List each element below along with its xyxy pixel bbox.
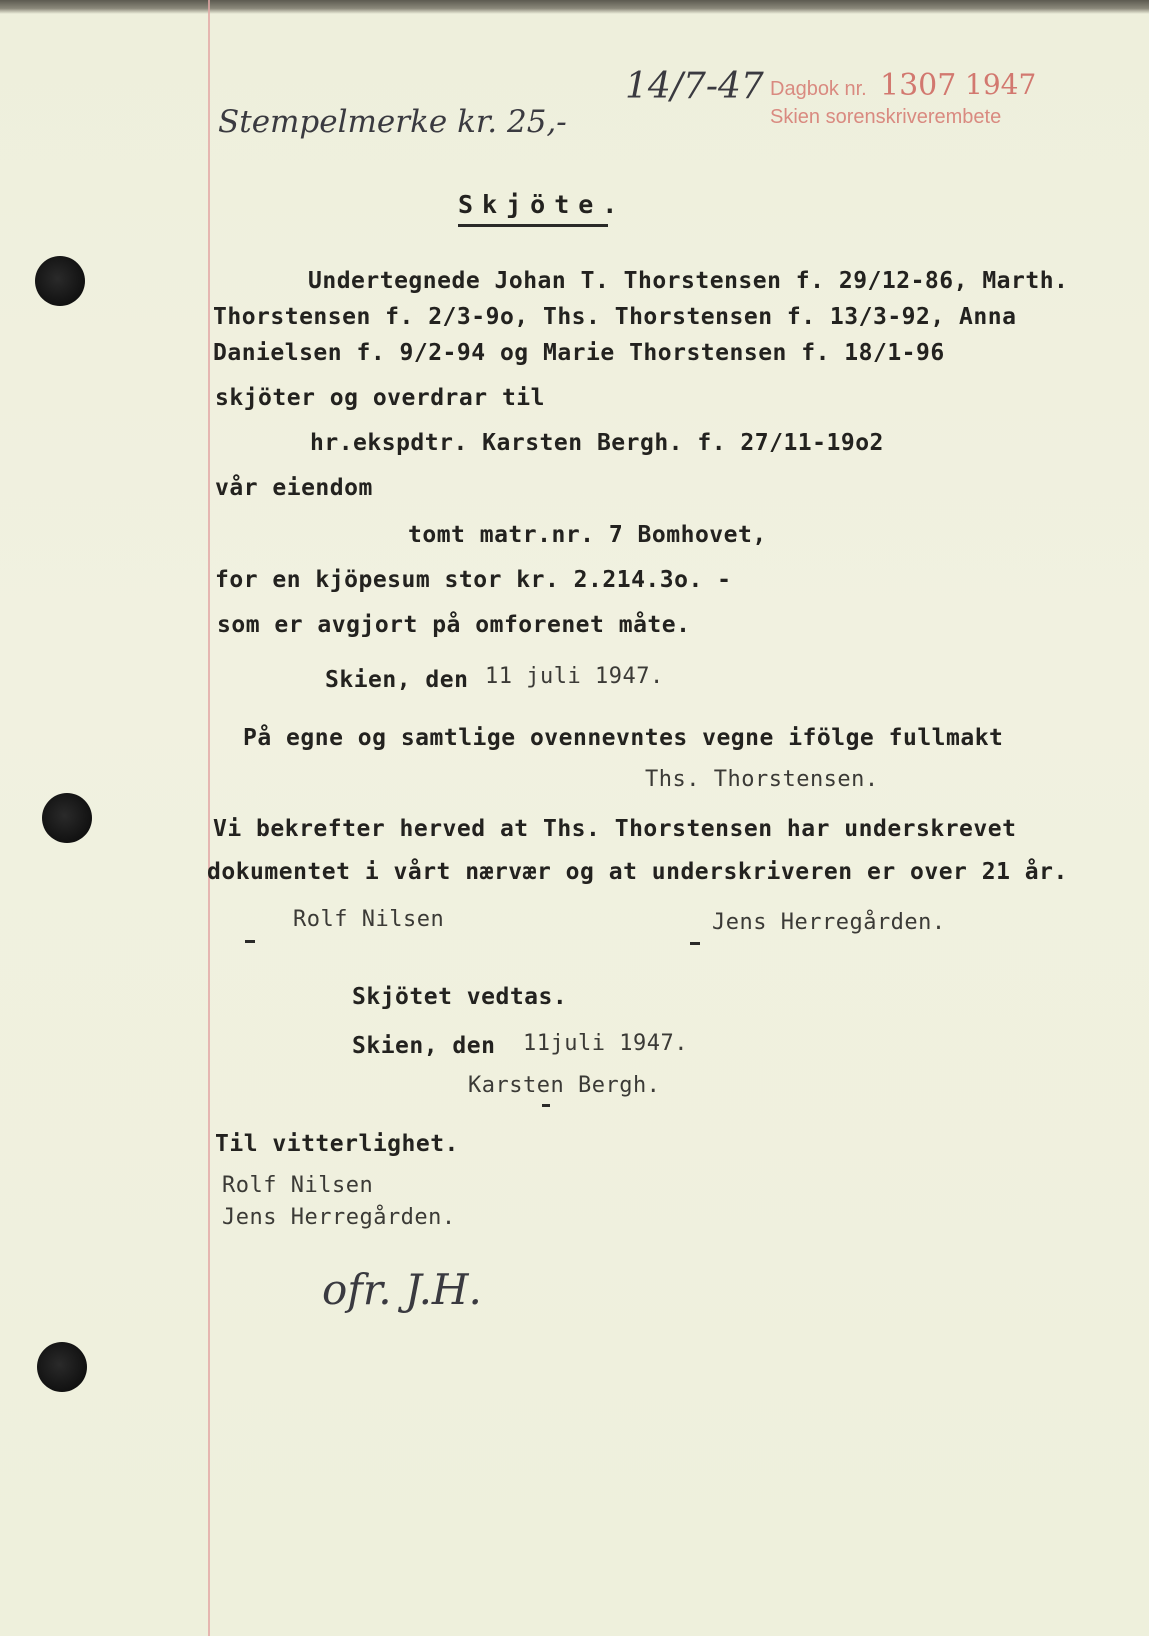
document-title: Skjöte.: [458, 190, 627, 219]
stamp-duty-note: Stempelmerke kr. 25,-: [218, 104, 567, 140]
page-top-edge: [0, 0, 1149, 14]
punch-hole: [42, 793, 92, 843]
witness-signature: Rolf Nilsen: [293, 907, 445, 932]
witness-signature: Jens Herregården.: [712, 910, 946, 935]
place-date: 11 juli 1947.: [485, 664, 664, 689]
proxy-line: På egne og samtlige ovennevntes vegne ifölge fullmakt: [243, 725, 1004, 751]
intro-line: Thorstensen f. 2/3-9o, Ths. Thorstensen f. 13/3-92, Anna: [213, 304, 1017, 330]
journal-label: Dagbok nr.: [770, 78, 867, 100]
handwritten-initials: ofr. J.H.: [322, 1265, 482, 1314]
punch-hole: [37, 1342, 87, 1392]
intro-line: Danielsen f. 9/2-94 og Marie Thorstensen f. 18/1-96: [213, 340, 945, 366]
transfer-line: skjöter og overdrar til: [215, 385, 545, 411]
witness-list-item: Rolf Nilsen: [222, 1173, 374, 1198]
buyer-line: hr.ekspdtr. Karsten Bergh. f. 27/11-19o2: [310, 430, 884, 456]
witness-list-item: Jens Herregården.: [222, 1205, 456, 1230]
witness-heading: Til vitterlighet.: [215, 1131, 459, 1157]
signer-thorstensen: Ths. Thorstensen.: [645, 767, 879, 792]
place-label: Skien, den: [352, 1033, 496, 1059]
price-line: for en kjöpesum stor kr. 2.214.3o. -: [215, 567, 732, 593]
intro-line: Undertegnede Johan T. Thorstensen f. 29/12-86, Marth.: [308, 268, 1069, 294]
accept-line: Skjötet vedtas.: [352, 984, 568, 1010]
property-label: vår eiendom: [215, 475, 373, 501]
signature-dash: [690, 942, 700, 945]
punch-hole: [35, 256, 85, 306]
place-label: Skien, den: [325, 667, 469, 693]
property-line: tomt matr.nr. 7 Bomhovet,: [408, 522, 767, 548]
confirm-line: dokumentet i vårt nærvær og at underskriveren er over 21 år.: [207, 859, 1068, 885]
settled-line: som er avgjort på omforenet måte.: [217, 612, 691, 638]
signature-dash: [245, 940, 255, 943]
office-stamp: Skien sorenskriverembete: [770, 106, 1002, 128]
handwritten-date: 14/7-47: [625, 66, 764, 107]
confirm-line: Vi bekrefter herved at Ths. Thorstensen har underskrevet: [213, 816, 1017, 842]
signer-bergh: Karsten Bergh.: [468, 1073, 661, 1098]
signature-dash: [542, 1104, 550, 1107]
title-underline: [458, 224, 608, 227]
journal-year: 1947: [965, 68, 1037, 101]
journal-number: 1307: [880, 68, 957, 103]
margin-line: [208, 0, 210, 1636]
place-date: 11juli 1947.: [523, 1031, 688, 1056]
